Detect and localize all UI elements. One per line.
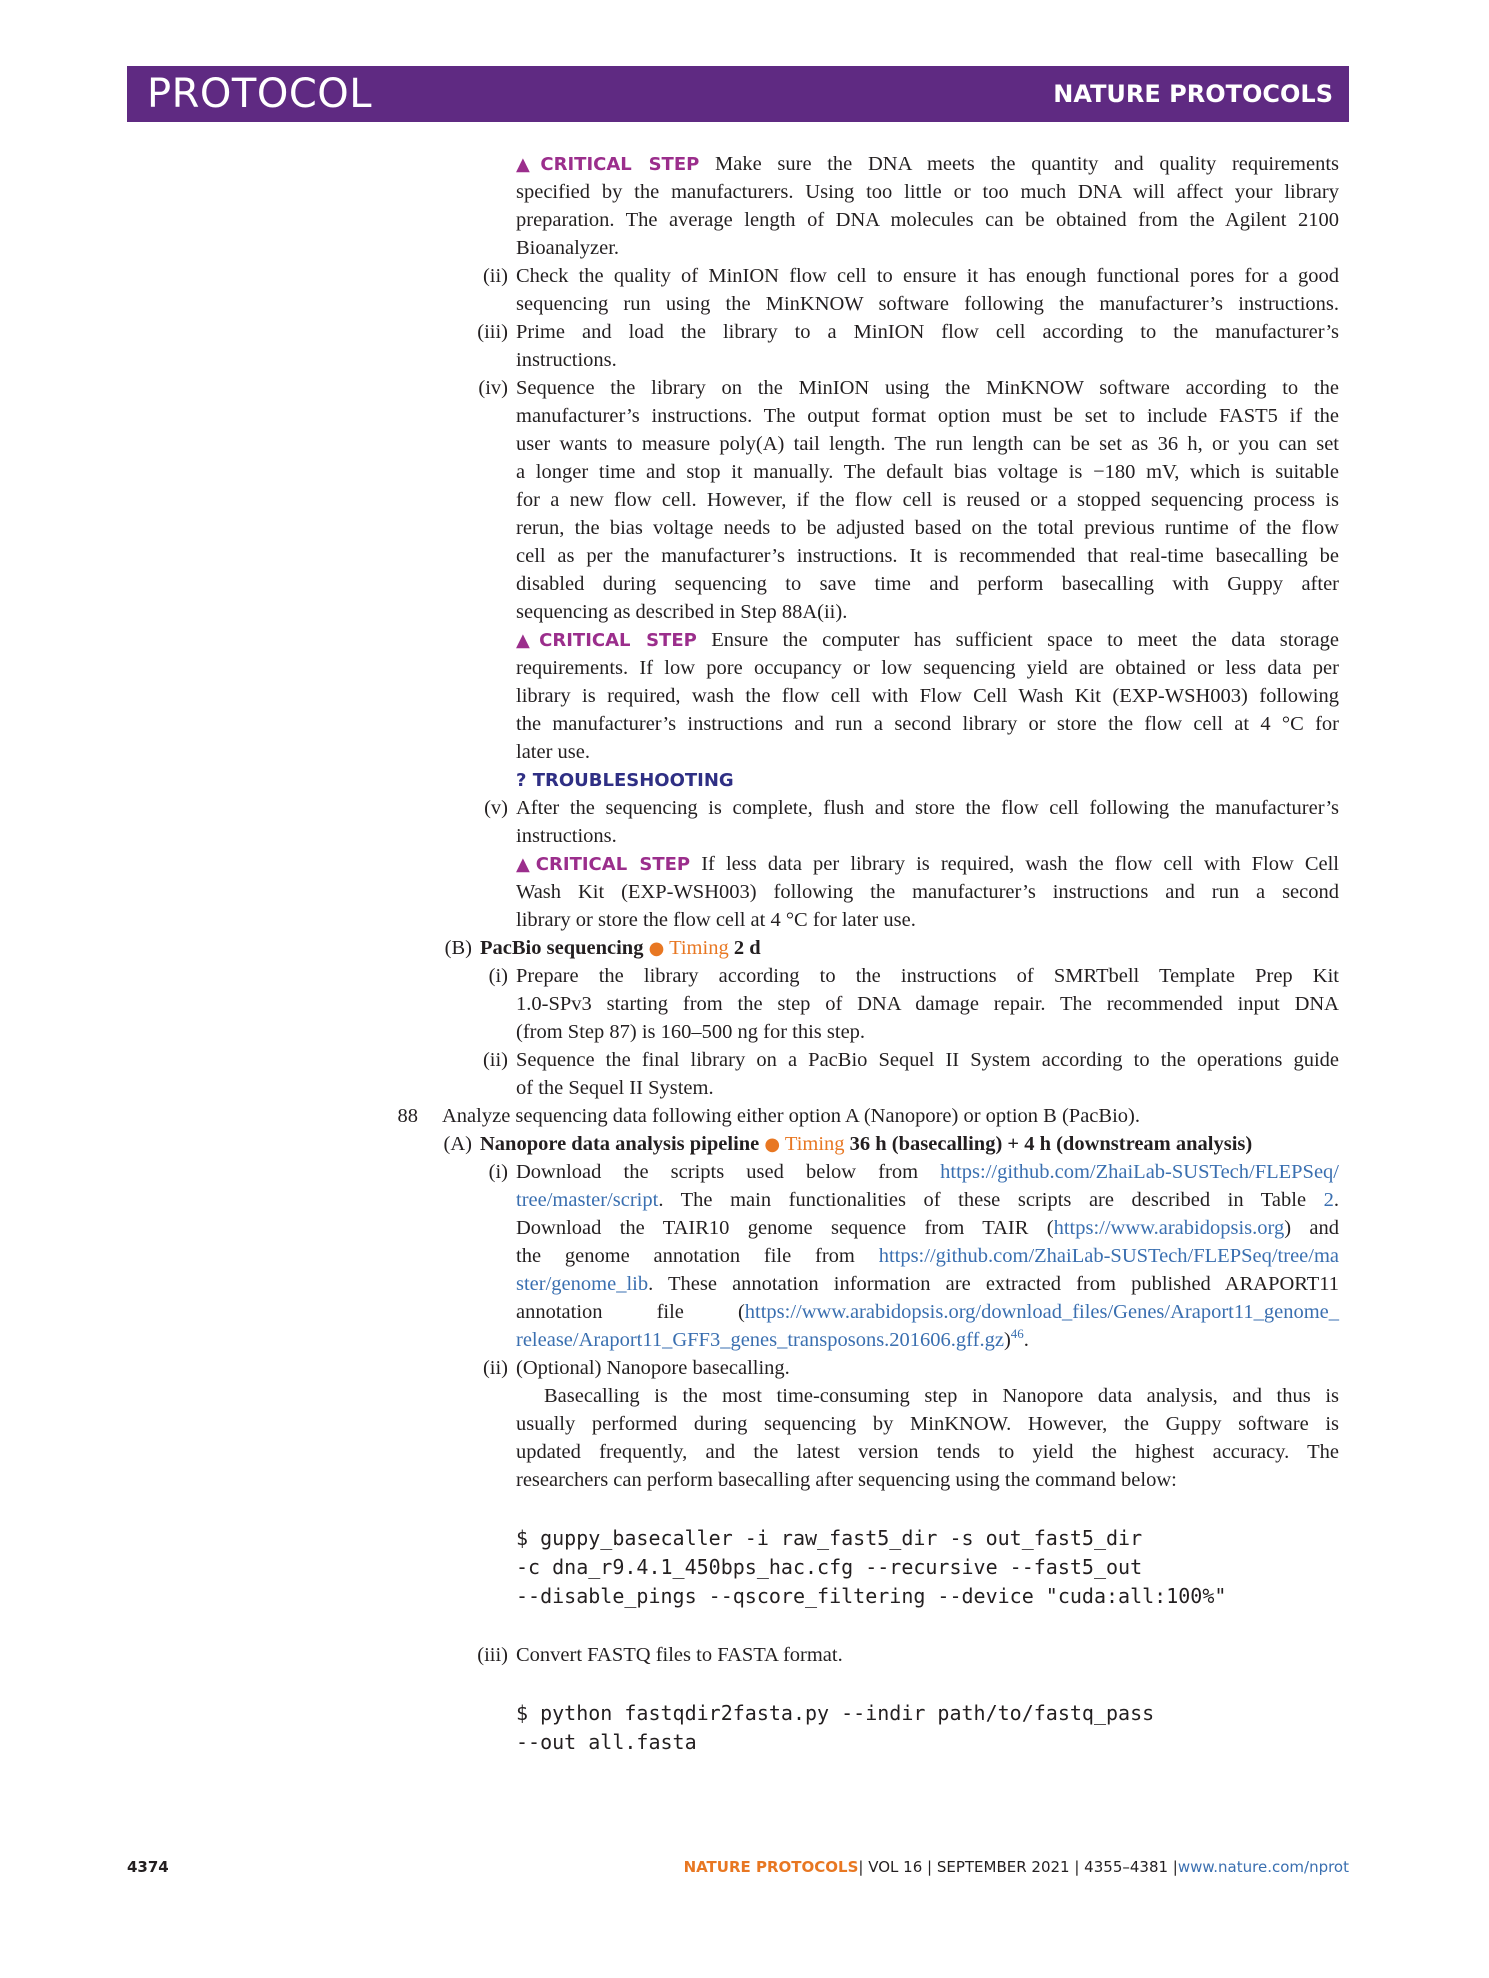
paragraph-line: preparation. The average length of DNA molecules can be obtained from the Agilent 2100: [516, 209, 1339, 231]
step-number: (v): [484, 797, 508, 819]
github-scripts-link[interactable]: https://github.com/ZhaiLab-SUSTech/FLEPSeq/: [940, 1161, 1339, 1183]
paragraph-line: of the Sequel II System.: [516, 1077, 714, 1099]
paragraph-line: library is required, wash the flow cell with Flow Cell Wash Kit (EXP-WSH003) following: [516, 685, 1339, 707]
code-line: --out all.fasta: [516, 1730, 697, 1754]
paragraph-line: Check the quality of MinION flow cell to ensure it has enough functional pores for a good: [516, 265, 1339, 287]
step-number: (ii): [482, 1357, 508, 1379]
paragraph-line: disabled during sequencing to save time and perform basecalling with Guppy after: [516, 573, 1339, 595]
paragraph-line: After the sequencing is complete, flush and store the flow cell following the manufacturer’s: [516, 797, 1339, 819]
code-line: $ python fastqdir2fasta.py --indir path/to/fastq_pass: [516, 1701, 1155, 1725]
step-number: (ii): [482, 265, 508, 287]
paragraph-line: updated frequently, and the latest version tends to yield the highest accuracy. The: [516, 1441, 1339, 1463]
page-number: 4374: [127, 1858, 169, 1876]
paragraph-line: the manufacturer’s instructions and run a second library or store the flow cell at 4 °C for: [516, 713, 1339, 735]
code-line: $ guppy_basecaller -i raw_fast5_dir -s out_fast5_dir: [516, 1526, 1143, 1550]
paragraph-line: Download the TAIR10 genome sequence from TAIR (https://www.arabidopsis.org) and: [516, 1217, 1339, 1239]
paragraph-line: specified by the manufacturers. Using too little or too much DNA will affect your library: [516, 181, 1339, 203]
paragraph-line: library or store the flow cell at 4 °C for later use.: [516, 909, 916, 931]
paragraph-line: Prepare the library according to the instructions of SMRTbell Template Prep Kit: [516, 965, 1339, 987]
paragraph-line: cell as per the manufacturer’s instructions. It is recommended that real-time basecalling be: [516, 545, 1339, 567]
step-number: 88: [397, 1105, 418, 1127]
timing-dot-icon: ●: [648, 938, 665, 959]
option-letter: (B): [444, 937, 472, 959]
paragraph-line: Sequence the library on the MinION using the MinKNOW software according to the: [516, 377, 1339, 399]
table-ref-link[interactable]: 2: [1323, 1189, 1334, 1211]
journal-name: NATURE PROTOCOLS: [1053, 80, 1333, 108]
footer-citation: NATURE PROTOCOLS| VOL 16 | SEPTEMBER 2021 | 4355–4381 |www.nature.com/nprot: [683, 1858, 1349, 1876]
option-letter: (A): [443, 1133, 472, 1155]
step-number: (i): [488, 965, 508, 987]
troubleshooting-label[interactable]: ? TROUBLESHOOTING: [516, 770, 734, 791]
paragraph-line: the genome annotation file from https://github.com/ZhaiLab-SUSTech/FLEPSeq/tree/ma: [516, 1245, 1340, 1267]
paragraph-line: usually performed during sequencing by MinKNOW. However, the Guppy software is: [516, 1413, 1339, 1435]
paragraph-line: requirements. If low pore occupancy or low sequencing yield are obtained or less data per: [516, 657, 1339, 679]
paragraph-line: user wants to measure poly(A) tail length. The run length can be set as 36 h, or you can set: [516, 433, 1339, 455]
step-number: (i): [488, 1161, 508, 1183]
paragraph-line: annotation file (https://www.arabidopsis.org/download_files/Genes/Araport11_genome_: [516, 1301, 1339, 1323]
critical-step-label: ▲CRITICAL STEP: [516, 630, 697, 651]
paragraph-line: rerun, the bias voltage needs to be adjusted based on the total previous runtime of the flow: [516, 517, 1339, 539]
arabidopsis-link[interactable]: https://www.arabidopsis.org: [1053, 1217, 1285, 1239]
critical-step-label: ▲CRITICAL STEP: [516, 154, 700, 175]
critical-step-label: ▲CRITICAL STEP: [516, 854, 691, 875]
code-line: -c dna_r9.4.1_450bps_hac.cfg --recursive --fast5_out: [516, 1555, 1143, 1579]
araport-link[interactable]: https://www.arabidopsis.org/download_files/Genes/Araport11_genome_: [744, 1301, 1339, 1323]
paragraph-line: instructions.: [516, 349, 617, 371]
option-heading: Nanopore data analysis pipeline ● Timing 36 h (basecalling) + 4 h (downstream analysis): [480, 1133, 1253, 1155]
paragraph-line: Basecalling is the most time-consuming step in Nanopore data analysis, and thus is: [544, 1385, 1339, 1407]
step-number: (iii): [477, 321, 508, 343]
paragraph-line: Wash Kit (EXP-WSH003) following the manufacturer’s instructions and run a second: [516, 881, 1339, 903]
critical-step-line: ▲CRITICAL STEP Ensure the computer has sufficient space to meet the data storage: [516, 629, 1340, 651]
header-banner: [127, 66, 1349, 122]
genome-lib-link[interactable]: ster/genome_lib: [516, 1273, 649, 1295]
journal-url-link[interactable]: www.nature.com/nprot: [1177, 1858, 1349, 1876]
paragraph-line: Download the scripts used below from https://github.com/ZhaiLab-SUSTech/FLEPSeq/: [516, 1161, 1339, 1183]
paragraph-line: researchers can perform basecalling after sequencing using the command below:: [516, 1469, 1177, 1491]
timing-dot-icon: ●: [764, 1134, 781, 1155]
paragraph-line: release/Araport11_GFF3_genes_transposons.201606.gff.gz)$^{46}$.: [516, 1326, 1029, 1351]
paragraph-line: sequencing run using the MinKNOW software following the manufacturer’s instructions.: [516, 293, 1339, 315]
paragraph-line: (Optional) Nanopore basecalling.: [516, 1357, 790, 1379]
genome-lib-link[interactable]: https://github.com/ZhaiLab-SUSTech/FLEPSeq/tree/ma: [878, 1245, 1340, 1267]
paragraph-line: Sequence the final library on a PacBio Sequel II System according to the operations guide: [516, 1049, 1339, 1071]
paragraph-line: ster/genome_lib. These annotation information are extracted from published ARAPORT11: [516, 1273, 1339, 1295]
araport-link[interactable]: release/Araport11_GFF3_genes_transposons.201606.gff.gz: [516, 1329, 1004, 1351]
paragraph-line: a longer time and stop it manually. The default bias voltage is −180 mV, which is suitable: [516, 461, 1339, 483]
critical-step-line: ▲CRITICAL STEP Make sure the DNA meets the quantity and quality requirements: [516, 153, 1339, 175]
paragraph-line: instructions.: [516, 825, 617, 847]
paragraph-line: later use.: [516, 741, 590, 763]
paragraph-line: sequencing as described in Step 88A(ii).: [516, 601, 848, 623]
step-number: (iv): [478, 377, 508, 399]
paragraph-line: Bioanalyzer.: [516, 237, 620, 259]
github-scripts-link[interactable]: tree/master/script: [516, 1189, 659, 1211]
paragraph-line: tree/master/script. The main functionalities of these scripts are described in Table 2.: [516, 1189, 1339, 1211]
paragraph-line: Convert FASTQ files to FASTA format.: [516, 1644, 843, 1666]
paragraph-line: 1.0-SPv3 starting from the step of DNA damage repair. The recommended input DNA: [516, 993, 1339, 1015]
option-heading: PacBio sequencing ● Timing 2 d: [480, 937, 761, 959]
paragraph-line: for a new flow cell. However, if the flow cell is reused or a stopped sequencing process is: [516, 489, 1339, 511]
paragraph-line: Prime and load the library to a MinION flow cell according to the manufacturer’s: [516, 321, 1339, 343]
critical-step-line: ▲CRITICAL STEP If less data per library is required, wash the flow cell with Flow Cell: [516, 853, 1340, 875]
step-number: (ii): [482, 1049, 508, 1071]
step-number: (iii): [477, 1644, 508, 1666]
paragraph-line: Analyze sequencing data following either option A (Nanopore) or option B (PacBio).: [442, 1105, 1140, 1127]
paragraph-line: (from Step 87) is 160–500 ng for this step.: [516, 1021, 866, 1043]
paragraph-line: manufacturer’s instructions. The output format option must be set to include FAST5 if the: [516, 405, 1339, 427]
code-line: --disable_pings --qscore_filtering --device "cuda:all:100%": [516, 1584, 1227, 1608]
section-label: PROTOCOL: [147, 71, 373, 117]
citation-ref[interactable]: 46: [1010, 1326, 1024, 1342]
